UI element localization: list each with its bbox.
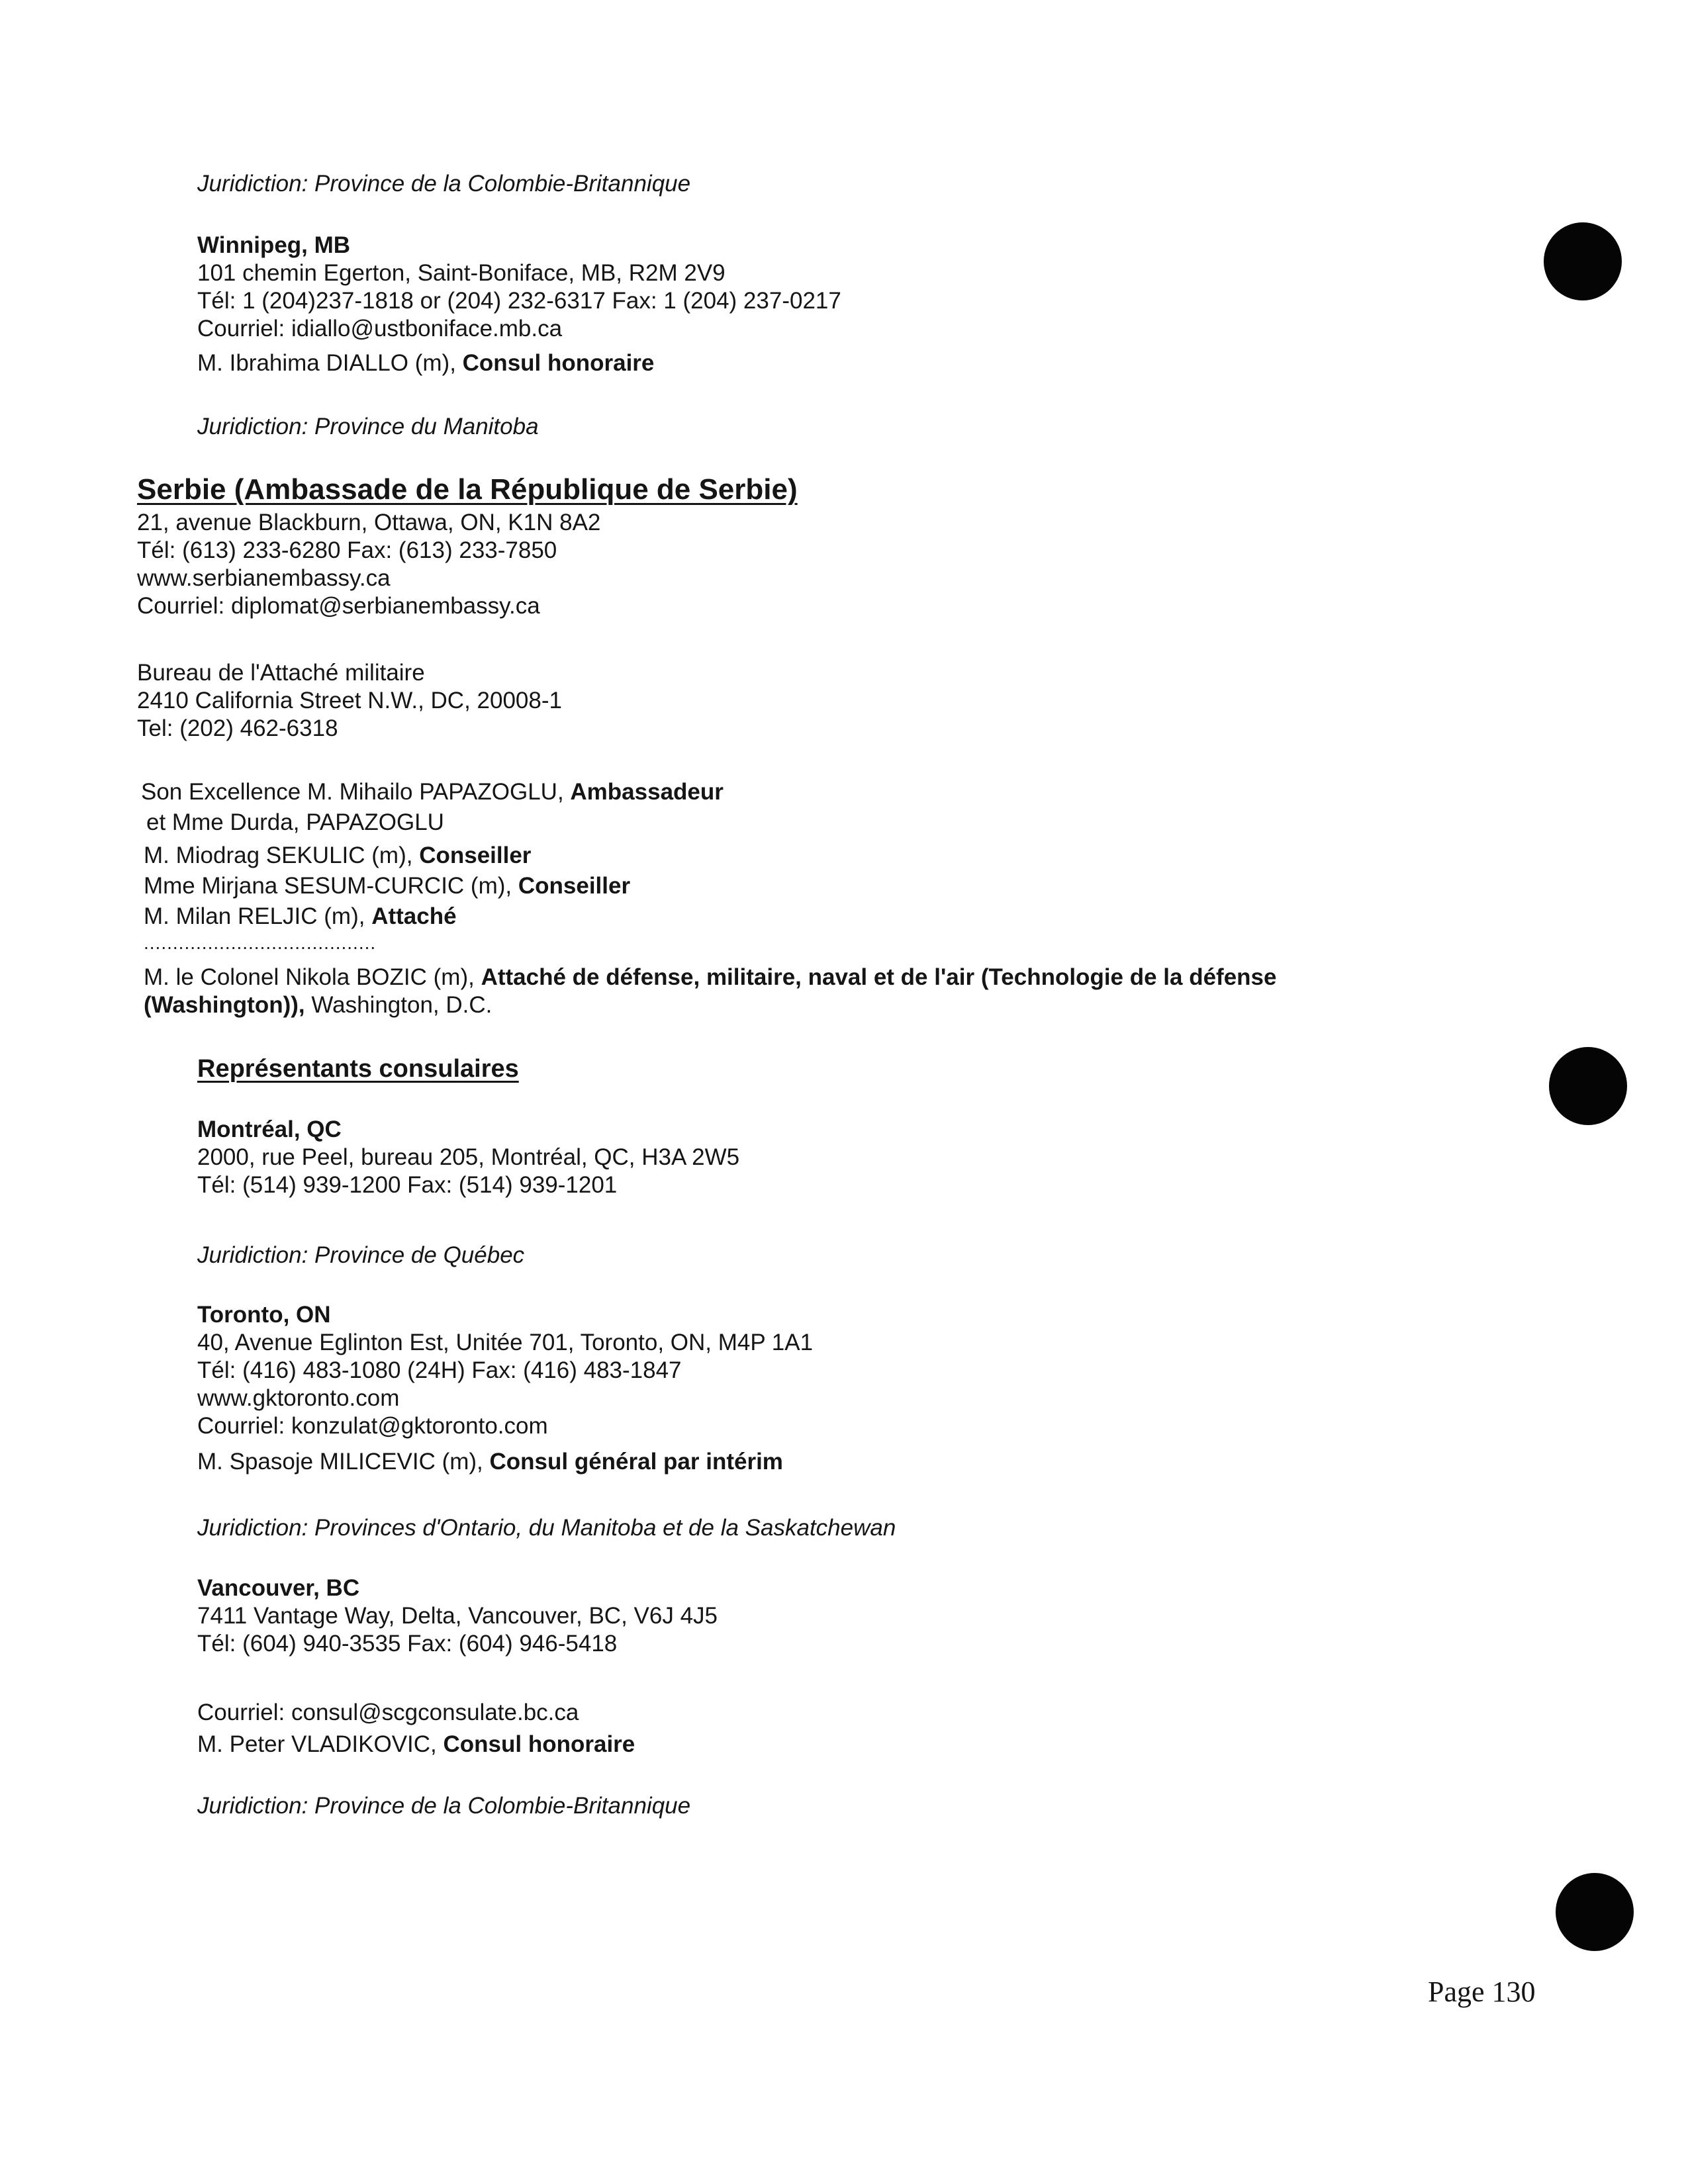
toronto-email: Courriel: konzulat@gktoronto.com: [197, 1413, 548, 1439]
embassy-web: www.serbianembassy.ca: [137, 565, 391, 591]
punch-hole-bottom: [1556, 1873, 1634, 1951]
vancouver-section: [197, 1574, 718, 1658]
staff-row: [141, 778, 724, 809]
staff-person: et Mme Durda, PAPAZOGLU: [146, 809, 444, 835]
winnipeg-address: 101 chemin Egerton, Saint-Boniface, MB, R2M 2V9: [197, 260, 726, 286]
vancouver-phone: Tél: (604) 940-3535 Fax: (604) 946-5418: [197, 1631, 618, 1657]
vancouver-contact: [197, 1731, 635, 1758]
defense-attache-location: Washington, D.C.: [311, 992, 492, 1018]
montreal-juridiction: Juridiction: Province de Québec: [197, 1242, 525, 1268]
embassy-staff: [141, 778, 724, 933]
vancouver-address: 7411 Vantage Way, Delta, Vancouver, BC, V6J 4J5: [197, 1603, 718, 1629]
defense-attache-line2: [144, 991, 1277, 1019]
staff-row: [141, 903, 724, 933]
defense-attache-title: Attaché de défense, militaire, naval et de l'air (Technologie de la défense: [481, 964, 1277, 990]
embassy-phone: Tél: (613) 233-6280 Fax: (613) 233-7850: [137, 537, 557, 563]
toronto-section: [197, 1301, 813, 1476]
embassy-contact: [137, 509, 600, 620]
defense-attache-line1: [144, 964, 1277, 991]
consular-heading: Représentants consulaires: [197, 1055, 519, 1083]
winnipeg-section: [197, 232, 841, 377]
montreal-section: [197, 1116, 739, 1199]
vancouver-title: Consul honoraire: [443, 1731, 635, 1757]
winnipeg-city: Winnipeg, MB: [197, 232, 351, 258]
toronto-address: 40, Avenue Eglinton Est, Unitée 701, Toronto, ON, M4P 1A1: [197, 1330, 814, 1355]
montreal-city: Montréal, QC: [197, 1116, 342, 1142]
staff-person: Son Excellence M. Mihailo PAPAZOGLU,: [141, 779, 564, 805]
juridiction-mb: Juridiction: Province du Manitoba: [197, 414, 539, 439]
staff-row: [141, 872, 724, 903]
defense-attache-person: M. le Colonel Nikola BOZIC (m),: [144, 964, 475, 990]
staff-title: Attaché: [371, 903, 457, 929]
vancouver-email: Courriel: consul@scgconsulate.bc.ca: [197, 1700, 579, 1725]
staff-row: [141, 842, 724, 872]
winnipeg-contact: [197, 349, 841, 377]
embassy-email: Courriel: diplomat@serbianembassy.ca: [137, 593, 540, 619]
embassy-address: 21, avenue Blackburn, Ottawa, ON, K1N 8A2: [137, 510, 601, 535]
vancouver-contact-block: [197, 1699, 635, 1758]
military-office-name: Bureau de l'Attaché militaire: [137, 660, 425, 686]
staff-title: Conseiller: [419, 842, 532, 868]
winnipeg-phone: Tél: 1 (204)237-1818 or (204) 232-6317 Fax: 1 (204) 237-0217: [197, 288, 841, 314]
toronto-contact: [197, 1448, 813, 1476]
defense-attache: [144, 964, 1277, 1019]
military-office-phone: Tel: (202) 462-6318: [137, 715, 338, 741]
toronto-city: Toronto, ON: [197, 1302, 331, 1328]
staff-title: Conseiller: [518, 873, 631, 899]
toronto-person: M. Spasoje MILICEVIC (m),: [197, 1449, 483, 1475]
staff-title: Ambassadeur: [570, 779, 724, 805]
vancouver-person: M. Peter VLADIKOVIC,: [197, 1731, 437, 1757]
winnipeg-title: Consul honoraire: [462, 350, 655, 376]
military-office-address: 2410 California Street N.W., DC, 20008-1: [137, 688, 562, 713]
military-office: [137, 659, 562, 743]
toronto-title: Consul général par intérim: [489, 1449, 783, 1475]
staff-row: [141, 809, 724, 839]
punch-hole-top: [1544, 222, 1622, 300]
vancouver-city: Vancouver, BC: [197, 1575, 360, 1601]
page-number: Page 130: [1428, 1976, 1536, 2008]
montreal-phone: Tél: (514) 939-1200 Fax: (514) 939-1201: [197, 1172, 618, 1198]
punch-hole-middle: [1549, 1047, 1627, 1125]
vancouver-juridiction: Juridiction: Province de la Colombie-Britannique: [197, 1793, 691, 1819]
embassy-heading: Serbie (Ambassade de la République de Serbie): [137, 473, 798, 506]
winnipeg-person: M. Ibrahima DIALLO (m),: [197, 350, 456, 376]
winnipeg-email: Courriel: idiallo@ustboniface.mb.ca: [197, 316, 563, 341]
staff-person: M. Milan RELJIC (m),: [144, 903, 365, 929]
staff-person: M. Miodrag SEKULIC (m),: [144, 842, 413, 868]
defense-attache-title-cont: (Washington)),: [144, 992, 305, 1018]
montreal-address: 2000, rue Peel, bureau 205, Montréal, QC, H3A 2W5: [197, 1144, 740, 1170]
staff-person: Mme Mirjana SESUM-CURCIC (m),: [144, 873, 512, 899]
toronto-juridiction: Juridiction: Provinces d'Ontario, du Manitoba et de la Saskatchewan: [197, 1515, 896, 1541]
toronto-web: www.gktoronto.com: [197, 1385, 400, 1411]
separator-dots: ........................................: [144, 933, 377, 953]
juridiction-bc-top: Juridiction: Province de la Colombie-Britannique: [197, 171, 691, 197]
toronto-phone: Tél: (416) 483-1080 (24H) Fax: (416) 483-1847: [197, 1357, 682, 1383]
